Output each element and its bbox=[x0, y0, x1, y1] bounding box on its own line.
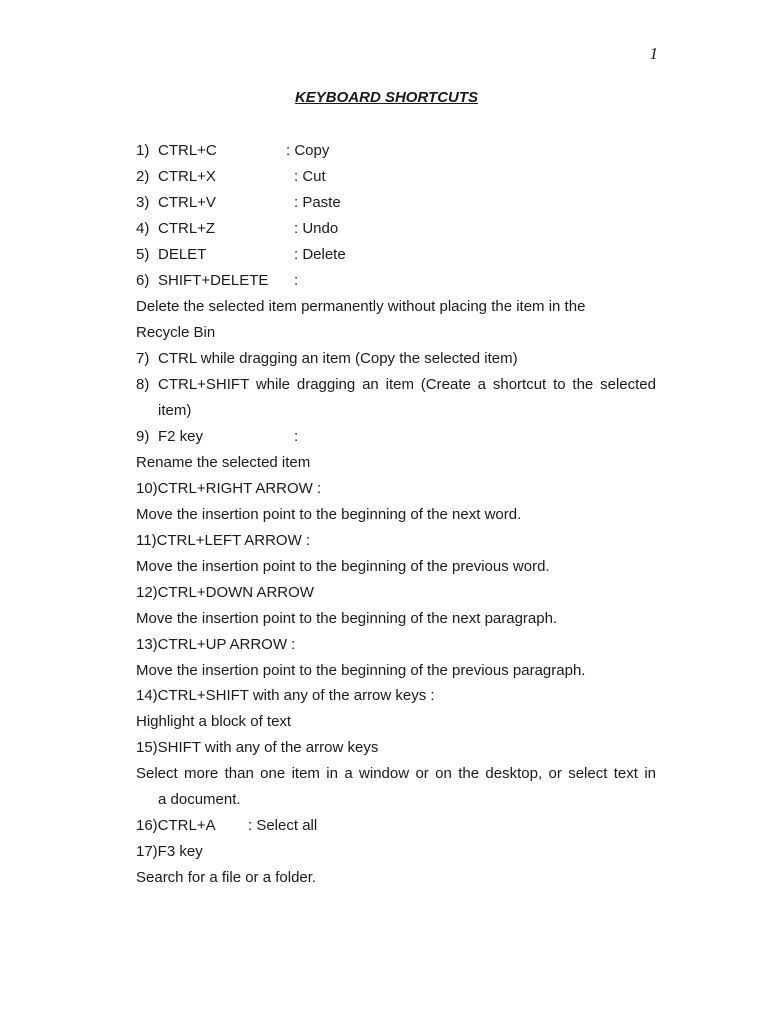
item-description: Move the insertion point to the beginning of the next paragraph. bbox=[136, 610, 558, 627]
item-number: 8) bbox=[136, 376, 150, 393]
item-number: 9) bbox=[136, 428, 150, 445]
item-key: SHIFT+DELETE bbox=[158, 272, 269, 289]
shortcut-line bbox=[136, 244, 656, 266]
item-key: CTRL+X bbox=[158, 168, 216, 185]
item-desc: : Select all bbox=[248, 817, 318, 834]
item-description: Highlight a block of text bbox=[136, 713, 292, 730]
item-key: CTRL+C bbox=[158, 142, 217, 159]
shortcut-line bbox=[136, 270, 656, 292]
item-number: 5) bbox=[136, 246, 150, 263]
item-number: 6) bbox=[136, 272, 150, 289]
shortcut-line bbox=[136, 815, 656, 837]
document-title: KEYBOARD SHORTCUTS bbox=[294, 89, 479, 106]
shortcut-line: 13)CTRL+UP ARROW : bbox=[136, 636, 296, 653]
item-description: a document. bbox=[158, 791, 241, 808]
item-desc: : bbox=[294, 428, 299, 445]
item-number: 1) bbox=[136, 142, 150, 159]
shortcut-line bbox=[136, 426, 656, 448]
item-desc: : Undo bbox=[294, 220, 339, 237]
item-key: F2 key bbox=[158, 428, 204, 445]
item-number: 4) bbox=[136, 220, 150, 237]
shortcut-line bbox=[136, 218, 656, 240]
item-description: Rename the selected item bbox=[136, 454, 311, 471]
item-description: Recycle Bin bbox=[136, 324, 216, 341]
item-text: item) bbox=[158, 402, 192, 419]
item-description: Move the insertion point to the beginning of the next word. bbox=[136, 506, 522, 523]
item-number: 7) bbox=[136, 350, 150, 367]
shortcut-line bbox=[136, 166, 656, 188]
shortcut-line: 11)CTRL+LEFT ARROW : bbox=[136, 532, 311, 549]
item-description: Select more than one item in a window or on the desktop, or select text in bbox=[136, 765, 656, 782]
item-number: 3) bbox=[136, 194, 150, 211]
shortcut-line: 17)F3 key bbox=[136, 843, 203, 860]
shortcut-line: 12)CTRL+DOWN ARROW bbox=[136, 584, 314, 601]
shortcut-line bbox=[136, 140, 656, 162]
item-desc: : Copy bbox=[286, 142, 330, 159]
item-description: Move the insertion point to the beginning of the previous paragraph. bbox=[136, 662, 586, 679]
item-key: 16)CTRL+A bbox=[136, 817, 216, 834]
page-number: 1 bbox=[649, 44, 658, 63]
shortcut-line: 10)CTRL+RIGHT ARROW : bbox=[136, 480, 322, 497]
item-key: DELET bbox=[158, 246, 207, 263]
item-description: Search for a file or a folder. bbox=[136, 869, 317, 886]
shortcut-line: 15)SHIFT with any of the arrow keys bbox=[136, 739, 379, 756]
item-number: 2) bbox=[136, 168, 150, 185]
shortcut-line bbox=[136, 192, 656, 214]
item-text: CTRL+SHIFT while dragging an item (Create a shortcut to the selected bbox=[158, 376, 656, 393]
item-desc: : Delete bbox=[294, 246, 346, 263]
item-desc: : bbox=[294, 272, 299, 289]
shortcut-line: 14)CTRL+SHIFT with any of the arrow keys : bbox=[136, 687, 435, 704]
item-description: Delete the selected item permanently without placing the item in the bbox=[136, 298, 586, 315]
item-text: CTRL while dragging an item (Copy the selected item) bbox=[158, 350, 518, 367]
item-description: Move the insertion point to the beginning of the previous word. bbox=[136, 558, 550, 575]
item-desc: : Cut bbox=[294, 168, 326, 185]
item-key: CTRL+Z bbox=[158, 220, 216, 237]
item-key: CTRL+V bbox=[158, 194, 216, 211]
shortcut-line bbox=[136, 348, 656, 370]
item-desc: : Paste bbox=[294, 194, 341, 211]
